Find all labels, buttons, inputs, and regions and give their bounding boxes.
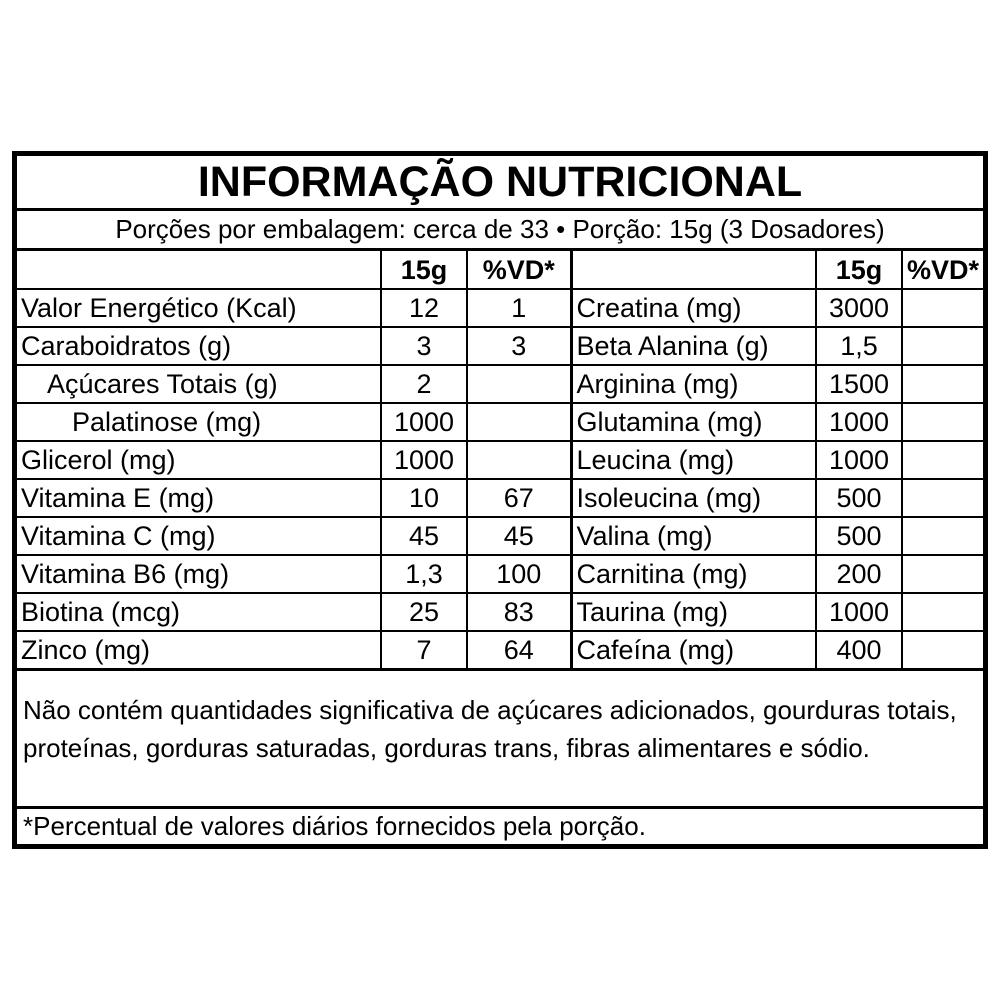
nutrient-name: Vitamina C (mg)	[17, 517, 381, 555]
nutrient-vd: 64	[467, 631, 571, 670]
header-vd-left: %VD*	[467, 251, 571, 289]
nutrition-table	[17, 251, 983, 671]
header-amount-left: 15g	[381, 251, 467, 289]
header-blank-left	[17, 251, 381, 289]
nutrient-vd: 1	[467, 289, 571, 327]
nutrient-amount: 1,5	[816, 327, 902, 365]
nutrient-name: Zinco (mg)	[17, 631, 381, 670]
header-amount-right: 15g	[816, 251, 902, 289]
nutrient-vd	[902, 555, 983, 593]
vd-footnote: *Percentual de valores diários fornecidos pela porção.	[23, 811, 646, 841]
nutrient-amount: 1000	[816, 593, 902, 631]
nutrient-vd	[902, 631, 983, 670]
nutrient-vd	[467, 403, 571, 441]
nutrient-vd: 100	[467, 555, 571, 593]
nutrient-vd: 83	[467, 593, 571, 631]
nutrient-name: Caraboidratos (g)	[17, 327, 381, 365]
serving-info: Porções por embalagem: cerca de 33 • Porção: 15g (3 Dosadores)	[17, 211, 983, 251]
nutrient-name: Valor Energético (Kcal)	[17, 289, 381, 327]
table-header-row	[17, 251, 983, 289]
nutrient-name: Creatina (mg)	[571, 289, 816, 327]
nutrient-amount: 1,3	[381, 555, 467, 593]
nutrient-amount: 2	[381, 365, 467, 403]
nutrient-amount: 200	[816, 555, 902, 593]
nutrient-name: Glutamina (mg)	[571, 403, 816, 441]
table-row	[17, 403, 983, 441]
nutrient-amount: 45	[381, 517, 467, 555]
nutrient-vd	[902, 593, 983, 631]
nutrient-vd: 45	[467, 517, 571, 555]
nutrient-vd	[902, 479, 983, 517]
nutrient-name: Palatinose (mg)	[17, 403, 381, 441]
nutrient-amount: 1000	[816, 403, 902, 441]
nutrient-amount: 25	[381, 593, 467, 631]
nutrient-name: Açúcares Totais (g)	[17, 365, 381, 403]
nutrient-vd	[902, 327, 983, 365]
table-row	[17, 327, 983, 365]
nutrient-vd: 3	[467, 327, 571, 365]
nutrient-name: Valina (mg)	[571, 517, 816, 555]
nutrition-facts-label	[12, 151, 988, 849]
nutrient-amount: 400	[816, 631, 902, 670]
nutrient-amount: 7	[381, 631, 467, 670]
table-row	[17, 289, 983, 327]
nutrient-name: Isoleucina (mg)	[571, 479, 816, 517]
nutrient-name: Glicerol (mg)	[17, 441, 381, 479]
nutrient-amount: 1000	[381, 441, 467, 479]
nutrient-amount: 1000	[381, 403, 467, 441]
table-row	[17, 555, 983, 593]
nutrient-vd	[467, 441, 571, 479]
label-title: INFORMAÇÃO NUTRICIONAL	[17, 156, 983, 211]
nutrient-amount: 10	[381, 479, 467, 517]
nutrient-amount: 500	[816, 479, 902, 517]
nutrient-name: Biotina (mcg)	[17, 593, 381, 631]
nutrient-amount: 3000	[816, 289, 902, 327]
nutrient-name: Carnitina (mg)	[571, 555, 816, 593]
nutrient-name: Cafeína (mg)	[571, 631, 816, 670]
nutrient-vd: 67	[467, 479, 571, 517]
nutrient-amount: 1000	[816, 441, 902, 479]
table-row	[17, 593, 983, 631]
nutrient-name: Vitamina E (mg)	[17, 479, 381, 517]
header-vd-right: %VD*	[902, 251, 983, 289]
nutrient-amount: 500	[816, 517, 902, 555]
nutrient-name: Vitamina B6 (mg)	[17, 555, 381, 593]
nutrient-name: Taurina (mg)	[571, 593, 816, 631]
nutrient-amount: 3	[381, 327, 467, 365]
nutrient-name: Leucina (mg)	[571, 441, 816, 479]
table-row	[17, 517, 983, 555]
nutrient-amount: 12	[381, 289, 467, 327]
header-blank-right	[571, 251, 816, 289]
nutrient-vd	[902, 365, 983, 403]
table-row	[17, 365, 983, 403]
table-row	[17, 479, 983, 517]
nutrient-name: Arginina (mg)	[571, 365, 816, 403]
nutrient-vd	[902, 289, 983, 327]
nutrient-name: Beta Alanina (g)	[571, 327, 816, 365]
nutrient-vd	[902, 517, 983, 555]
not-significant-note: Não contém quantidades significativa de açúcares adicionados, gourduras totais, proteínas, gorduras saturadas, gorduras trans, fibras alimentares e sódio.	[17, 687, 983, 809]
table-row	[17, 631, 983, 670]
table-row	[17, 441, 983, 479]
nutrient-vd	[902, 441, 983, 479]
nutrient-vd	[902, 403, 983, 441]
nutrient-amount: 1500	[816, 365, 902, 403]
nutrient-vd	[467, 365, 571, 403]
